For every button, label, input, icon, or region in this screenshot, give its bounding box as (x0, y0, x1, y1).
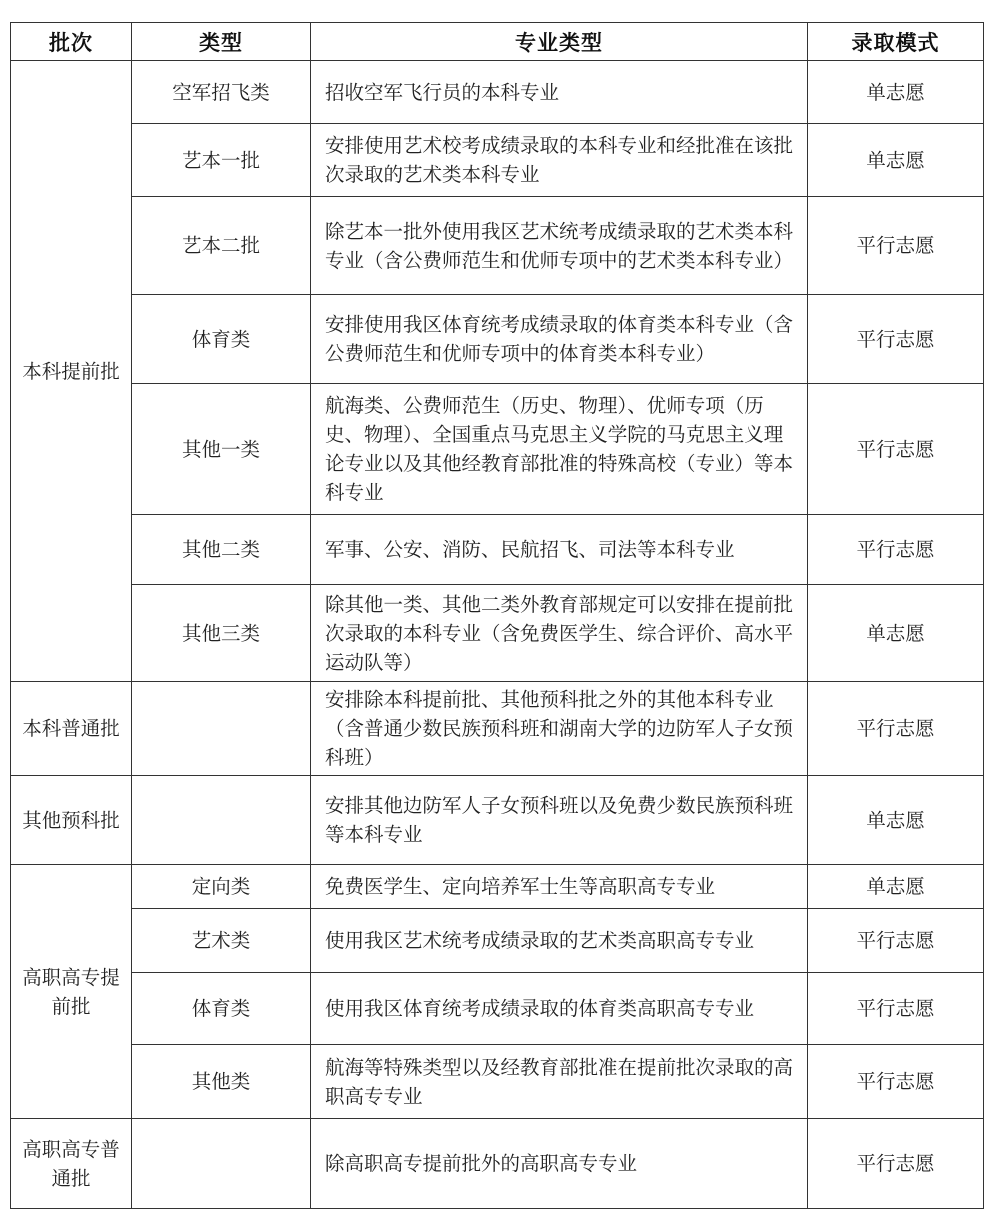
type-cell: 其他类 (132, 1045, 311, 1119)
table-row (11, 61, 984, 124)
mode-cell: 平行志愿 (808, 295, 984, 384)
table-row (11, 384, 984, 515)
type-cell (132, 1119, 311, 1209)
header-major: 专业类型 (311, 23, 808, 61)
mode-cell: 平行志愿 (808, 384, 984, 515)
header-type: 类型 (132, 23, 311, 61)
mode-cell: 平行志愿 (808, 973, 984, 1045)
major-cell: 航海类、公费师范生（历史、物理）、优师专项（历史、物理）、全国重点马克思主义学院的马克思主义理论专业以及其他经教育部批准的特殊高校（专业）等本科专业 (311, 384, 808, 515)
type-cell: 体育类 (132, 295, 311, 384)
major-cell: 除高职高专提前批外的高职高专专业 (311, 1119, 808, 1209)
major-cell: 航海等特殊类型以及经教育部批准在提前批次录取的高职高专专业 (311, 1045, 808, 1119)
batch-cell: 高职高专提前批 (11, 865, 132, 1119)
major-cell: 安排其他边防军人子女预科班以及免费少数民族预科班等本科专业 (311, 776, 808, 865)
major-cell: 安排除本科提前批、其他预科批之外的其他本科专业（含普通少数民族预科班和湖南大学的边防军人子女预科班） (311, 682, 808, 776)
batch-cell: 其他预科批 (11, 776, 132, 865)
mode-cell: 单志愿 (808, 61, 984, 124)
mode-cell: 平行志愿 (808, 682, 984, 776)
batch-cell: 高职高专普通批 (11, 1119, 132, 1209)
table-row (11, 1045, 984, 1119)
table-row (11, 197, 984, 295)
type-cell: 其他二类 (132, 515, 311, 585)
mode-cell: 平行志愿 (808, 1045, 984, 1119)
batch-cell: 本科普通批 (11, 682, 132, 776)
mode-cell: 平行志愿 (808, 515, 984, 585)
type-cell: 其他三类 (132, 585, 311, 682)
type-cell: 艺术类 (132, 909, 311, 973)
header-mode: 录取模式 (808, 23, 984, 61)
major-cell: 除其他一类、其他二类外教育部规定可以安排在提前批次录取的本科专业（含免费医学生、综合评价、高水平运动队等） (311, 585, 808, 682)
mode-cell: 单志愿 (808, 865, 984, 909)
major-cell: 安排使用艺术校考成绩录取的本科专业和经批准在该批次录取的艺术类本科专业 (311, 124, 808, 197)
table-row (11, 682, 984, 776)
type-cell: 艺本一批 (132, 124, 311, 197)
type-cell: 艺本二批 (132, 197, 311, 295)
table-row (11, 585, 984, 682)
table-row (11, 124, 984, 197)
table-row (11, 973, 984, 1045)
type-cell: 空军招飞类 (132, 61, 311, 124)
table-row (11, 515, 984, 585)
mode-cell: 单志愿 (808, 585, 984, 682)
header-row (11, 23, 984, 61)
table-row (11, 1119, 984, 1209)
mode-cell: 单志愿 (808, 124, 984, 197)
mode-cell: 平行志愿 (808, 197, 984, 295)
admission-table (10, 22, 984, 1209)
batch-cell: 本科提前批 (11, 61, 132, 682)
table-row (11, 295, 984, 384)
major-cell: 招收空军飞行员的本科专业 (311, 61, 808, 124)
major-cell: 军事、公安、消防、民航招飞、司法等本科专业 (311, 515, 808, 585)
mode-cell: 平行志愿 (808, 1119, 984, 1209)
table-row (11, 776, 984, 865)
header-batch: 批次 (11, 23, 132, 61)
major-cell: 免费医学生、定向培养军士生等高职高专专业 (311, 865, 808, 909)
major-cell: 使用我区体育统考成绩录取的体育类高职高专专业 (311, 973, 808, 1045)
major-cell: 安排使用我区体育统考成绩录取的体育类本科专业（含公费师范生和优师专项中的体育类本科专业） (311, 295, 808, 384)
mode-cell: 平行志愿 (808, 909, 984, 973)
major-cell: 使用我区艺术统考成绩录取的艺术类高职高专专业 (311, 909, 808, 973)
type-cell: 定向类 (132, 865, 311, 909)
type-cell: 体育类 (132, 973, 311, 1045)
type-cell (132, 682, 311, 776)
table-row (11, 909, 984, 973)
table-row (11, 865, 984, 909)
type-cell: 其他一类 (132, 384, 311, 515)
major-cell: 除艺本一批外使用我区艺术统考成绩录取的艺术类本科专业（含公费师范生和优师专项中的艺术类本科专业） (311, 197, 808, 295)
type-cell (132, 776, 311, 865)
mode-cell: 单志愿 (808, 776, 984, 865)
